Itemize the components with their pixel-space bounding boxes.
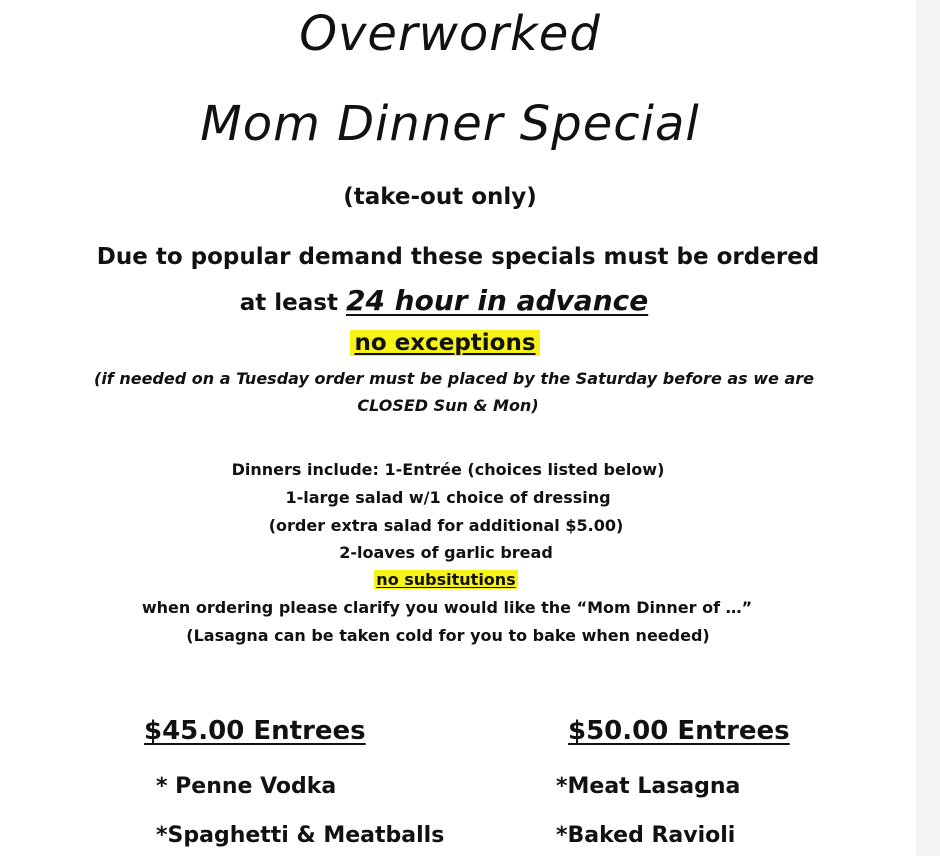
takeout-note: (take-out only) [343, 184, 537, 210]
menu-item: *Meat Lasagna [556, 774, 741, 799]
includes-line-7: (Lasagna can be taken cold for you to bake when needed) [186, 626, 710, 645]
closed-note-line-2: CLOSED Sun & Mon) [357, 396, 539, 415]
advance-notice-line-2 [0, 284, 902, 317]
includes-line-2: 1-large salad w/1 choice of dressing [285, 488, 611, 507]
no-exceptions-line [0, 330, 903, 356]
flyer-title-line-2: Mom Dinner Special [200, 96, 700, 152]
menu-left-heading: $45.00 Entrees [144, 716, 366, 746]
includes-line-6: when ordering please clarify you would like the “Mom Dinner of …” [141, 598, 753, 617]
advance-notice-emphasis: 24 hour in advance [345, 284, 649, 317]
includes-line-3: (order extra salad for additional $5.00) [268, 516, 624, 535]
no-substitutions-line [0, 570, 904, 589]
menu-item: *Baked Ravioli [556, 823, 736, 848]
menu-item: *Spaghetti & Meatballs [156, 823, 445, 848]
includes-line-4: 2-loaves of garlic bread [339, 543, 553, 562]
menu-item: * Penne Vodka [156, 774, 337, 799]
flyer-title-line-1: Overworked [299, 6, 601, 62]
no-exceptions-highlight: no exceptions [350, 330, 539, 356]
no-substitutions-highlight: no subsitutions [376, 570, 516, 589]
includes-line-1: Dinners include: 1-Entrée (choices listed below) [231, 460, 665, 479]
closed-note-line-1: (if needed on a Tuesday order must be placed by the Saturday before as we are [94, 369, 814, 388]
menu-right-heading: $50.00 Entrees [568, 716, 790, 746]
advance-notice-line-1: Due to popular demand these specials must be ordered [96, 244, 820, 270]
page-edge-strip [916, 0, 940, 856]
advance-notice-prefix: at least [239, 290, 346, 316]
